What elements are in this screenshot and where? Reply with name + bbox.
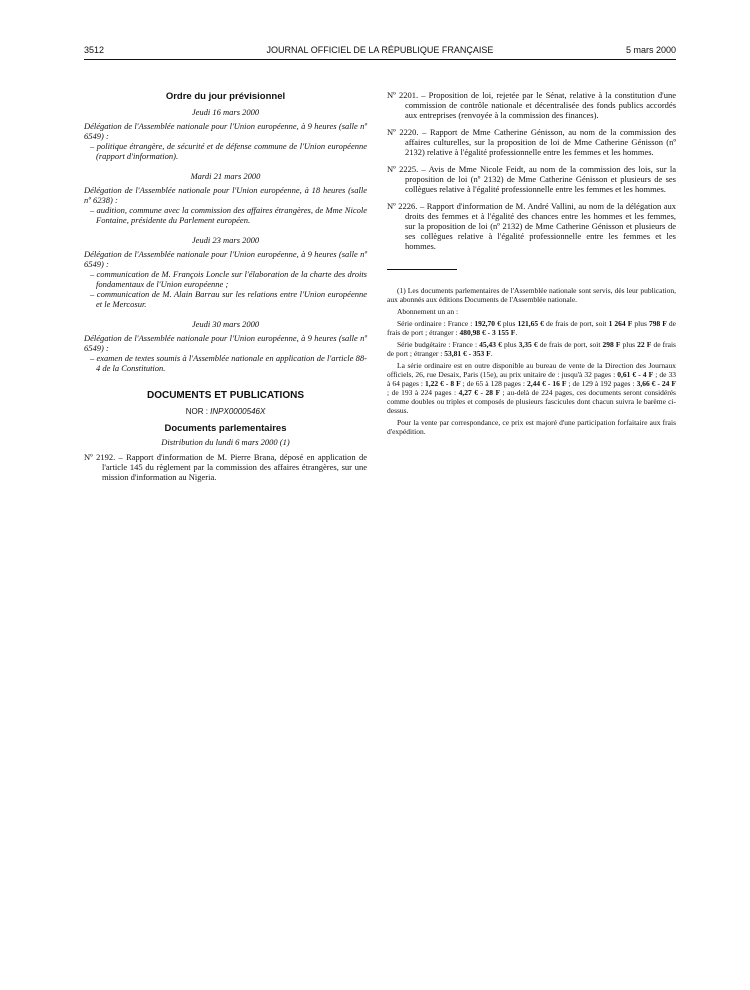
fn-text: ; de 193 à 224 pages : — [387, 388, 459, 397]
document-entry: Nº 2226. – Rapport d'information de M. André Vallini, au nom de la délégation aux droits des femmes et à l'égalité des chances entre les hommes et les femmes, sur la proposition de loi (nº 2132) de Mme Catherine Génisson et plusieurs de ses collègues relative à l'égalité professionnelle entre les femmes et les hommes. — [387, 201, 676, 251]
ordre-day-delegation: Délégation de l'Assemblée nationale pour l'Union européenne, à 9 heures (salle nº 6549) : — [84, 333, 367, 353]
fn-price: 45,43 € — [479, 340, 502, 349]
documents-heading: DOCUMENTS ET PUBLICATIONS — [146, 390, 305, 401]
fn-text: plus — [632, 319, 649, 328]
ordre-day-item: – communication de M. Alain Barrau sur les relations entre l'Union européenne et le Mercosur. — [90, 289, 367, 309]
ordre-day — [84, 319, 367, 373]
ordre-day — [84, 107, 367, 161]
footnote-rule — [387, 269, 457, 270]
ordre-day — [84, 171, 367, 225]
document-entry: Nº 2201. – Proposition de loi, rejetée par le Sénat, relative à la constitution d'une commission de contrôle nationale et décentralisée des fonds publics accordés aux entreprises (renvoyée à la commission des finances). — [387, 90, 676, 120]
fn-price: 2,44 € - 16 F — [527, 379, 567, 388]
ordre-day-date: Mardi 21 mars 2000 — [190, 171, 261, 181]
ordre-day-delegation: Délégation de l'Assemblée nationale pour l'Union européenne, à 9 heures (salle nº 6549) : — [84, 121, 367, 141]
fn-text: ; de 65 à 128 pages : — [460, 379, 528, 388]
ordre-day-item: – examen de textes soumis à l'Assemblée nationale en application de l'article 88-4 de la Constitution. — [90, 353, 367, 373]
fn-price: 480,98 € - 3 155 F — [459, 328, 516, 337]
fn-text: ; de 33 à 64 pages : — [387, 370, 676, 388]
footnote-note: (1) Les documents parlementaires de l'Assemblée nationale sont servis, dès leur publication, aux abonnés aux éditions Documents de l'Assemblée nationale. — [387, 286, 676, 304]
fn-text: ; au-delà de 224 pages, ces documents seront considérés comme doubles ou triples et composés de plusieurs fascicules dont chacun suivra le barème ci-dessus. — [387, 388, 676, 415]
fn-price: 298 F — [602, 340, 621, 349]
footnote-correspondance: Pour la vente par correspondance, ce prix est majoré d'une participation forfaitaire aux frais d'expédition. — [387, 418, 676, 436]
fn-text: de frais de port, soit — [543, 319, 609, 328]
nor-label: NOR : — [185, 407, 208, 416]
fn-text: plus — [501, 340, 519, 349]
fn-text: ; de 129 à 192 pages : — [566, 379, 637, 388]
ordre-day — [84, 235, 367, 309]
footnote-abonnement: Abonnement un an : — [397, 307, 459, 316]
fn-text: de frais de port ; étranger : — [387, 340, 676, 358]
ordre-day-item: – communication de M. François Loncle sur l'élaboration de la charte des droits fondamentaux de l'Union européenne ; — [90, 269, 367, 289]
ordre-day-date: Jeudi 23 mars 2000 — [191, 235, 260, 245]
fn-price: 3,66 € - 24 F — [636, 379, 676, 388]
footnote-vente — [387, 361, 676, 415]
fn-price: 4,27 € - 28 F — [458, 388, 501, 397]
page-header — [84, 45, 676, 57]
right-column — [387, 90, 676, 439]
ordre-heading: Ordre du jour prévisionnel — [165, 91, 286, 102]
ordre-day-delegation: Délégation de l'Assemblée nationale pour l'Union européenne, à 18 heures (salle nº 6238) : — [84, 185, 367, 205]
fn-price: 192,70 € — [474, 319, 501, 328]
ordre-day-item: – audition, commune avec la commission des affaires étrangères, de Mme Nicole Fontaine, présidente du Parlement européen. — [90, 205, 367, 225]
ordre-day-delegation: Délégation de l'Assemblée nationale pour l'Union européenne, à 9 heures (salle nº 6549) : — [84, 249, 367, 269]
document-entry: Nº 2192. – Rapport d'information de M. Pierre Brana, déposé en application de l'article 145 du règlement par la commission des affaires étrangères, sur une mission d'information au Nigeria. — [84, 452, 367, 482]
distribution-line: Distribution du lundi 6 mars 2000 (1) — [161, 437, 290, 447]
fn-text: plus — [620, 340, 638, 349]
fn-text: Série budgétaire : France : — [397, 340, 480, 349]
fn-text: plus — [500, 319, 518, 328]
fn-price: 22 F — [637, 340, 652, 349]
nor-code: INPX0000546X — [210, 407, 266, 416]
fn-text: . — [490, 349, 493, 358]
fn-price: 0,61 € - 4 F — [617, 370, 654, 379]
fn-price: 1 264 F — [608, 319, 633, 328]
header-rule — [84, 59, 676, 60]
left-column — [84, 90, 367, 489]
footnote-serie-budgetaire — [387, 340, 676, 358]
document-entry: Nº 2225. – Avis de Mme Nicole Feidt, au nom de la commission des lois, sur la proposition de loi (nº 2132) de Mme Catherine Génisson et plusieurs de ses collègues relative à l'égalité professionnelle entre les femmes et les hommes. — [387, 164, 676, 194]
issue-date: 5 mars 2000 — [625, 45, 676, 55]
fn-text: de frais de port, soit — [537, 340, 603, 349]
ordre-day-date: Jeudi 30 mars 2000 — [191, 319, 260, 329]
fn-price: 798 F — [648, 319, 667, 328]
fn-price: 53,81 € - 353 F — [444, 349, 491, 358]
document-entry: Nº 2220. – Rapport de Mme Catherine Génisson, au nom de la commission des affaires culturelles, sur la proposition de loi de Mme Catherine Génisson (nº 2132) relative à l'égalité professionnelle entre les femmes et les hommes. — [387, 127, 676, 157]
ordre-day-item: – politique étrangère, de sécurité et de défense commune de l'Union européenne (rapport d'information). — [90, 141, 367, 161]
fn-text: Série ordinaire : France : — [397, 319, 475, 328]
fn-text: La série ordinaire est en outre disponible au bureau de vente de la Direction des Journaux officiels, 26, rue Desaix, Paris (15e), au prix unitaire de : jusqu'à 32 pages : — [387, 361, 676, 379]
fn-price: 1,22 € - 8 F — [424, 379, 461, 388]
footnote-serie-ordinaire — [387, 319, 676, 337]
page-number: 3512 — [84, 45, 105, 55]
fn-price: 3,35 € — [518, 340, 538, 349]
fn-text: de frais de port ; étranger : — [387, 319, 677, 337]
nor-line — [84, 407, 367, 417]
journal-title: JOURNAL OFFICIEL DE LA RÉPUBLIQUE FRANÇAISE — [266, 45, 494, 55]
ordre-day-date: Jeudi 16 mars 2000 — [191, 107, 260, 117]
fn-price: 121,65 € — [517, 319, 544, 328]
fn-text: . — [515, 328, 518, 337]
documents-subheading: Documents parlementaires — [164, 423, 287, 434]
